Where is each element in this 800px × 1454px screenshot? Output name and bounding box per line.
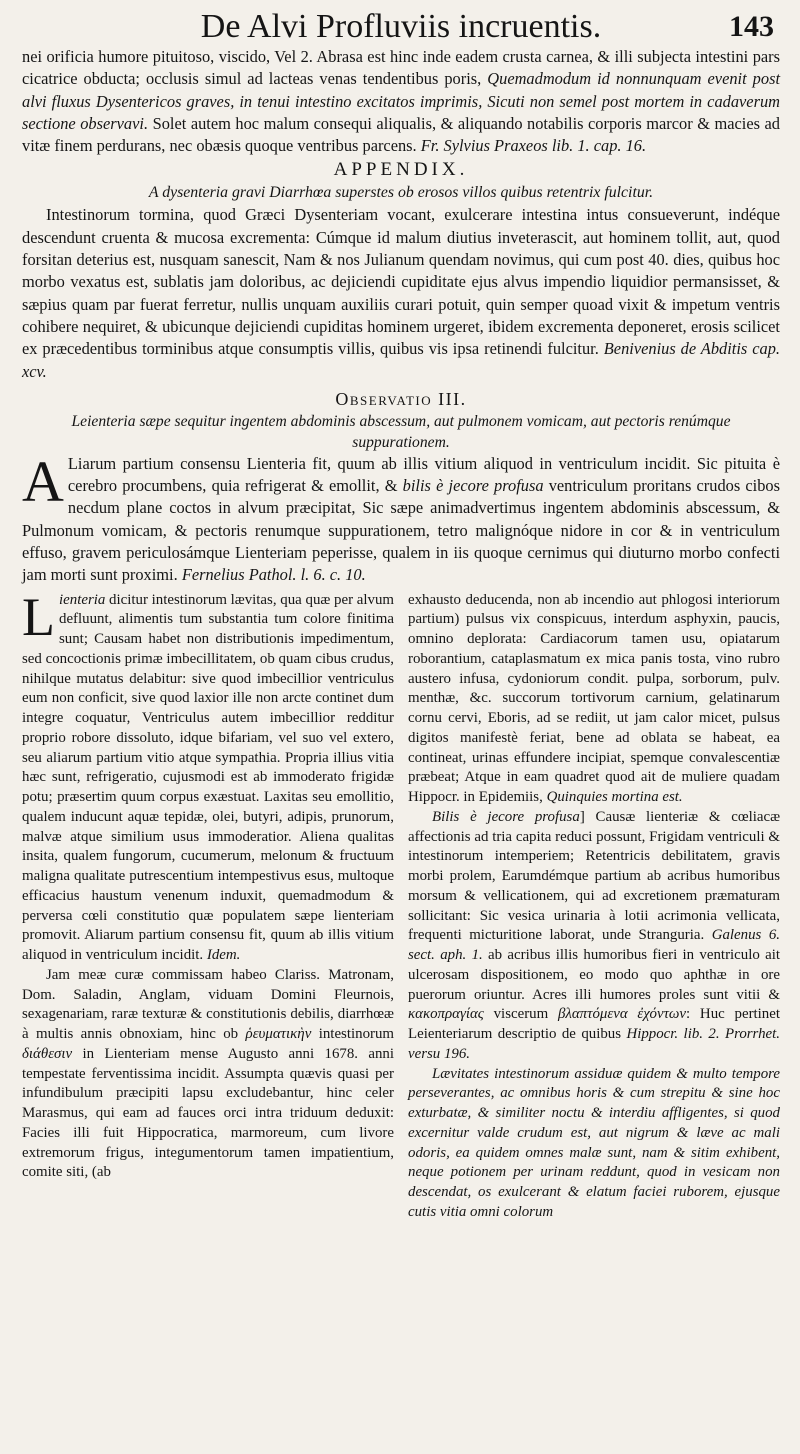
bilis-greek-1: κακοπραγίας — [408, 1006, 484, 1023]
observatio-body: Liarum partium consensu Lienteria fit, quum ab illis vitium aliquod in ventriculum incidit. Sic pituita è cerebro procumbens, quia refrigerat & emollit, & — [67, 453, 780, 496]
observatio-heading: Observatio III. — [335, 388, 467, 409]
appendix-heading: APPENDIX. — [333, 159, 469, 181]
running-header — [22, 0, 780, 46]
case-text-3: in Lienteriam mense Augusto anni 1678. anni tempestate ferventissima incidit. Assumpta quævis quasi per infundibulum præcipiti lapsu excludebantur, hinc celer Marasmus, qui eam ad fauces orci intra triduum deduxit: Facies illi fuit Hippocratica, marmoreum, cum livore extremorum frigus, integumentorum tamen impatientium, comite siti, (ab — [22, 1045, 394, 1181]
bilis-text-2: ab acribus illis humoribus fieri in ventriculo ait ulcerosam dispositionem, eo modo quo aphthæ in ore puerorum oriuntur. Acres illi humores proles sunt vitii & — [408, 947, 780, 1003]
opening-paragraph — [22, 46, 780, 157]
page-number: 143 — [729, 10, 774, 43]
bilis-greek-2: βλαπτόμενα ἐχόντων — [557, 1006, 687, 1023]
appendix-subtitle: A dysenteria gravi Diarrhœa superstes ob erosos villos quibus retentrix fulcitur. — [148, 184, 654, 202]
hippocrates-reference: Hippocr. lib. 2. Prorrhet. versu 196. — [408, 1026, 780, 1062]
running-title: De Alvi Profluviis incruentis. — [200, 8, 602, 45]
opening-reference: Fr. Sylvius Praxeos lib. 1. cap. 16. — [420, 136, 647, 156]
observatio-drop-cap: A — [22, 448, 64, 514]
lienteria-term: ienteria — [59, 591, 106, 608]
opening-italic-text: Quemadmodum id nonnunquam evenit post alvi fluxus Dysentericos graves, in tenui intestino excitatos imprimis, Sicuti non semel post mortem in cadaverum sectione observavi. — [22, 69, 780, 133]
observatio-reference: Fernelius Pathol. l. 6. c. 10. — [181, 565, 366, 585]
opening-text-end: Solet autem hoc malum consequi aliqualis, & aliquando notabilis corporis marcor & macies ad vitæ finem perdurans, nec obæsis quoque ventribus parcens. — [22, 113, 780, 156]
observatio-subtitle: Leienteria sæpe sequitur ingentem abdominis abscessum, aut pulmonem vomicam, aut pectoris renúmque suppurationem. — [71, 412, 731, 451]
appendix-reference: Benivenius de Abditis cap. xcv. — [22, 339, 780, 381]
lienteria-definition — [22, 586, 395, 966]
lienteria-text: dicitur intestinorum lævitas, qua quæ per alvum defluunt, alimentis tum substantia tum colore finitima sunt; Causam habet non distributionis impedimentum, sed concoctionis primæ imbecillitatem, ob quam cibus crudus, nihilque mutatus delabitur: sive quod imbecillior ventriculus eum non conficit, sive quod laxior ille non arcte continet dum integre coquatur, Ventriculus autem imbecillior redditur proprio robore dissoluto, idque bifariam, vel suo vel extero, seu aliarum partium vitio atque sympathia. Propria illius vitia hæc sunt, refrigeratio, cujusmodi est ab immoderato frigidæ potu; præsertim quum corpus exæstuat. Laxitas seu emollitio, qualem inducunt aquæ tepidæ, olei, butyri, adipis, prunorum, malvæ atque similium usus immoderatior. Aliena qualitas insita, qualem fungorum, cucumerum, melonum & fructuum maligna qualitate putrescentium intempestivus esus, multoque efficacius haustum venenum induxit, quemadmodum & perversa cœli constitutio quæ populatem sæpe lienteriam promovit. Aliarum partium consensu fit, quum ab illis vitium aliquod in ventriculum incidit. — [22, 591, 395, 964]
lienteria-drop-cap: L — [22, 586, 55, 647]
bilis-text-4: : Huc pertinet Leienteriarum descriptio de quibus — [408, 1006, 780, 1043]
case-text: Jam meæ curæ commissam habeo Clariss. Matronam, Dom. Saladin, Anglam, viduam Domini Fleurnois, sexagenariam, raræ texturæ & constitutionis debilis, diarrhœæ à multis annis obnoxiam, hinc ob — [22, 966, 394, 1043]
appendix-paragraph — [22, 204, 780, 382]
bilis-commentary — [408, 808, 780, 1065]
continuation-text: exhausto deducenda, non ab incendio aut phlogosi interiorum partium) pulsus vix conspicuus, interdum asphyxin, paucis, omnino deplorata: Cardiacorum tamen usu, opiatarum roborantium, cataplasmatum ex mica panis tosta, vino rubro austero infusa, cydoniorum condit. pulpa, sorborum, pulv. menthæ, &c. succorum tortivorum carnium, gelatinarum cornu cervi, Eboris, ad se rediit, ut jam calor micet, pulsus digitos manifestè feriat, bene ad oblata se habeat, ea contineat, urinas effundere incipiat, spemque convalescentiæ præbeat; Atque in eam quadret quod ait de muliere quadam Hippocr. in Epidemiis, — [408, 591, 780, 806]
galen-reference: Galenus 6. sect. aph. 1. — [408, 927, 780, 964]
two-column-commentary — [22, 586, 780, 1223]
appendix-body: Intestinorum tormina, quod Græci Dysenteriam vocant, exulcerare intestina intus consueverunt, indéque descendunt cruenta & mucosa excrementa: Cúmque id malum diutius inveterascit, aut hominem tollit, aut, quod forsitan deterius est, nusquam sanescit, Nam & nos Julianum quendam novimus, qui cum post 40. dies, quibus hoc morbo vexatus est, sublatis jam doloribus, ac dejiciendi cupiditate ejus alvus impendio liquidior permansisset, & sæpius quam par fuerat ferretur, nullis unquam auxiliis curari potuit, quin semper quoad vixit & impetum ventris cohibere nequiret, & ubicunque dejiciendi cupiditas hominem urgeret, ibidem excrementa deponeret, erosis scilicet ex præcedentibus torminibus atque consumptis villis, quibus vis ipsa retinendi fulcitur. — [22, 205, 780, 359]
right-column — [408, 591, 780, 1223]
bilis-lemma: Bilis è jecore profusa — [432, 808, 580, 825]
left-column — [22, 586, 395, 1223]
case-greek-2: διάθεσιν — [22, 1045, 73, 1062]
observatio-paragraph — [22, 448, 780, 587]
observatio-body-continued: ventriculum proritans crudos cibos necdum plane coctos in alvum præcipitat, Sic sæpe animadvertimus ingentem abdominis abscessum, & Pulmonum vomicam, & pectoris renumque suppurationem, tetro malignóque nidore in cor & in ventriculum effuso, gravem periculosámque Lienteriam peperisse, qualem in iis quoque cernimus qui diuturno morbo confecti jam morti sunt proximi. — [22, 476, 780, 585]
case-continuation — [408, 591, 780, 808]
continuation-italic: Quinquies mortina est. — [546, 789, 683, 806]
case-report — [22, 966, 394, 1183]
hippocratic-quotation: Lævitates intestinorum assiduæ quidem & multo tempore perseverantes, ac omnibus horis & cum strepitu & sine hoc exturbatæ, & similiter noctu & interdiu affligentes, si quod excernitur valde crudum est, aut nigrum & læve ac mali odoris, ea quidem omnes malæ sunt, nam & sitim exhibent, neque potionem per urinam reddunt, quod in vesicam non descendat, os exulcerant & elatum faciei ruborem, ejusque cutis vitia omni colorum — [408, 1065, 780, 1220]
bilis-text: ] Causæ lienteriæ & cœliacæ affectionis ad tria capita reduci possunt, Frigidam ventriculi & intestinorum intemperiem; Retentricis debilitatem, gravis morbi prolem, Earumdémque partium ab acribus humoribus morsum & vellicationem, qui ad excretionem præmaturam sollicitant: Sic vesica urinaria à lotii acrimonia vellicata, frequenti micturitione laborat, unde Stranguria. — [408, 808, 780, 944]
bilis-text-3: viscerum — [483, 1006, 558, 1023]
case-text-2: intestinorum — [311, 1026, 394, 1043]
case-greek-1: ῥευματικὴν — [245, 1026, 312, 1043]
opening-text: nei orificia humore pituitoso, viscido, Vel 2. Abrasa est hinc inde eadem crusta carnea, & illi subjecta intestini pars cicatrice obducta; occlusis simul ad lacteas venas tendentibus poris, — [22, 47, 780, 89]
lienteria-reference: Idem. — [206, 947, 241, 964]
observatio-italic-phrase: bilis è jecore profusa — [402, 476, 544, 496]
